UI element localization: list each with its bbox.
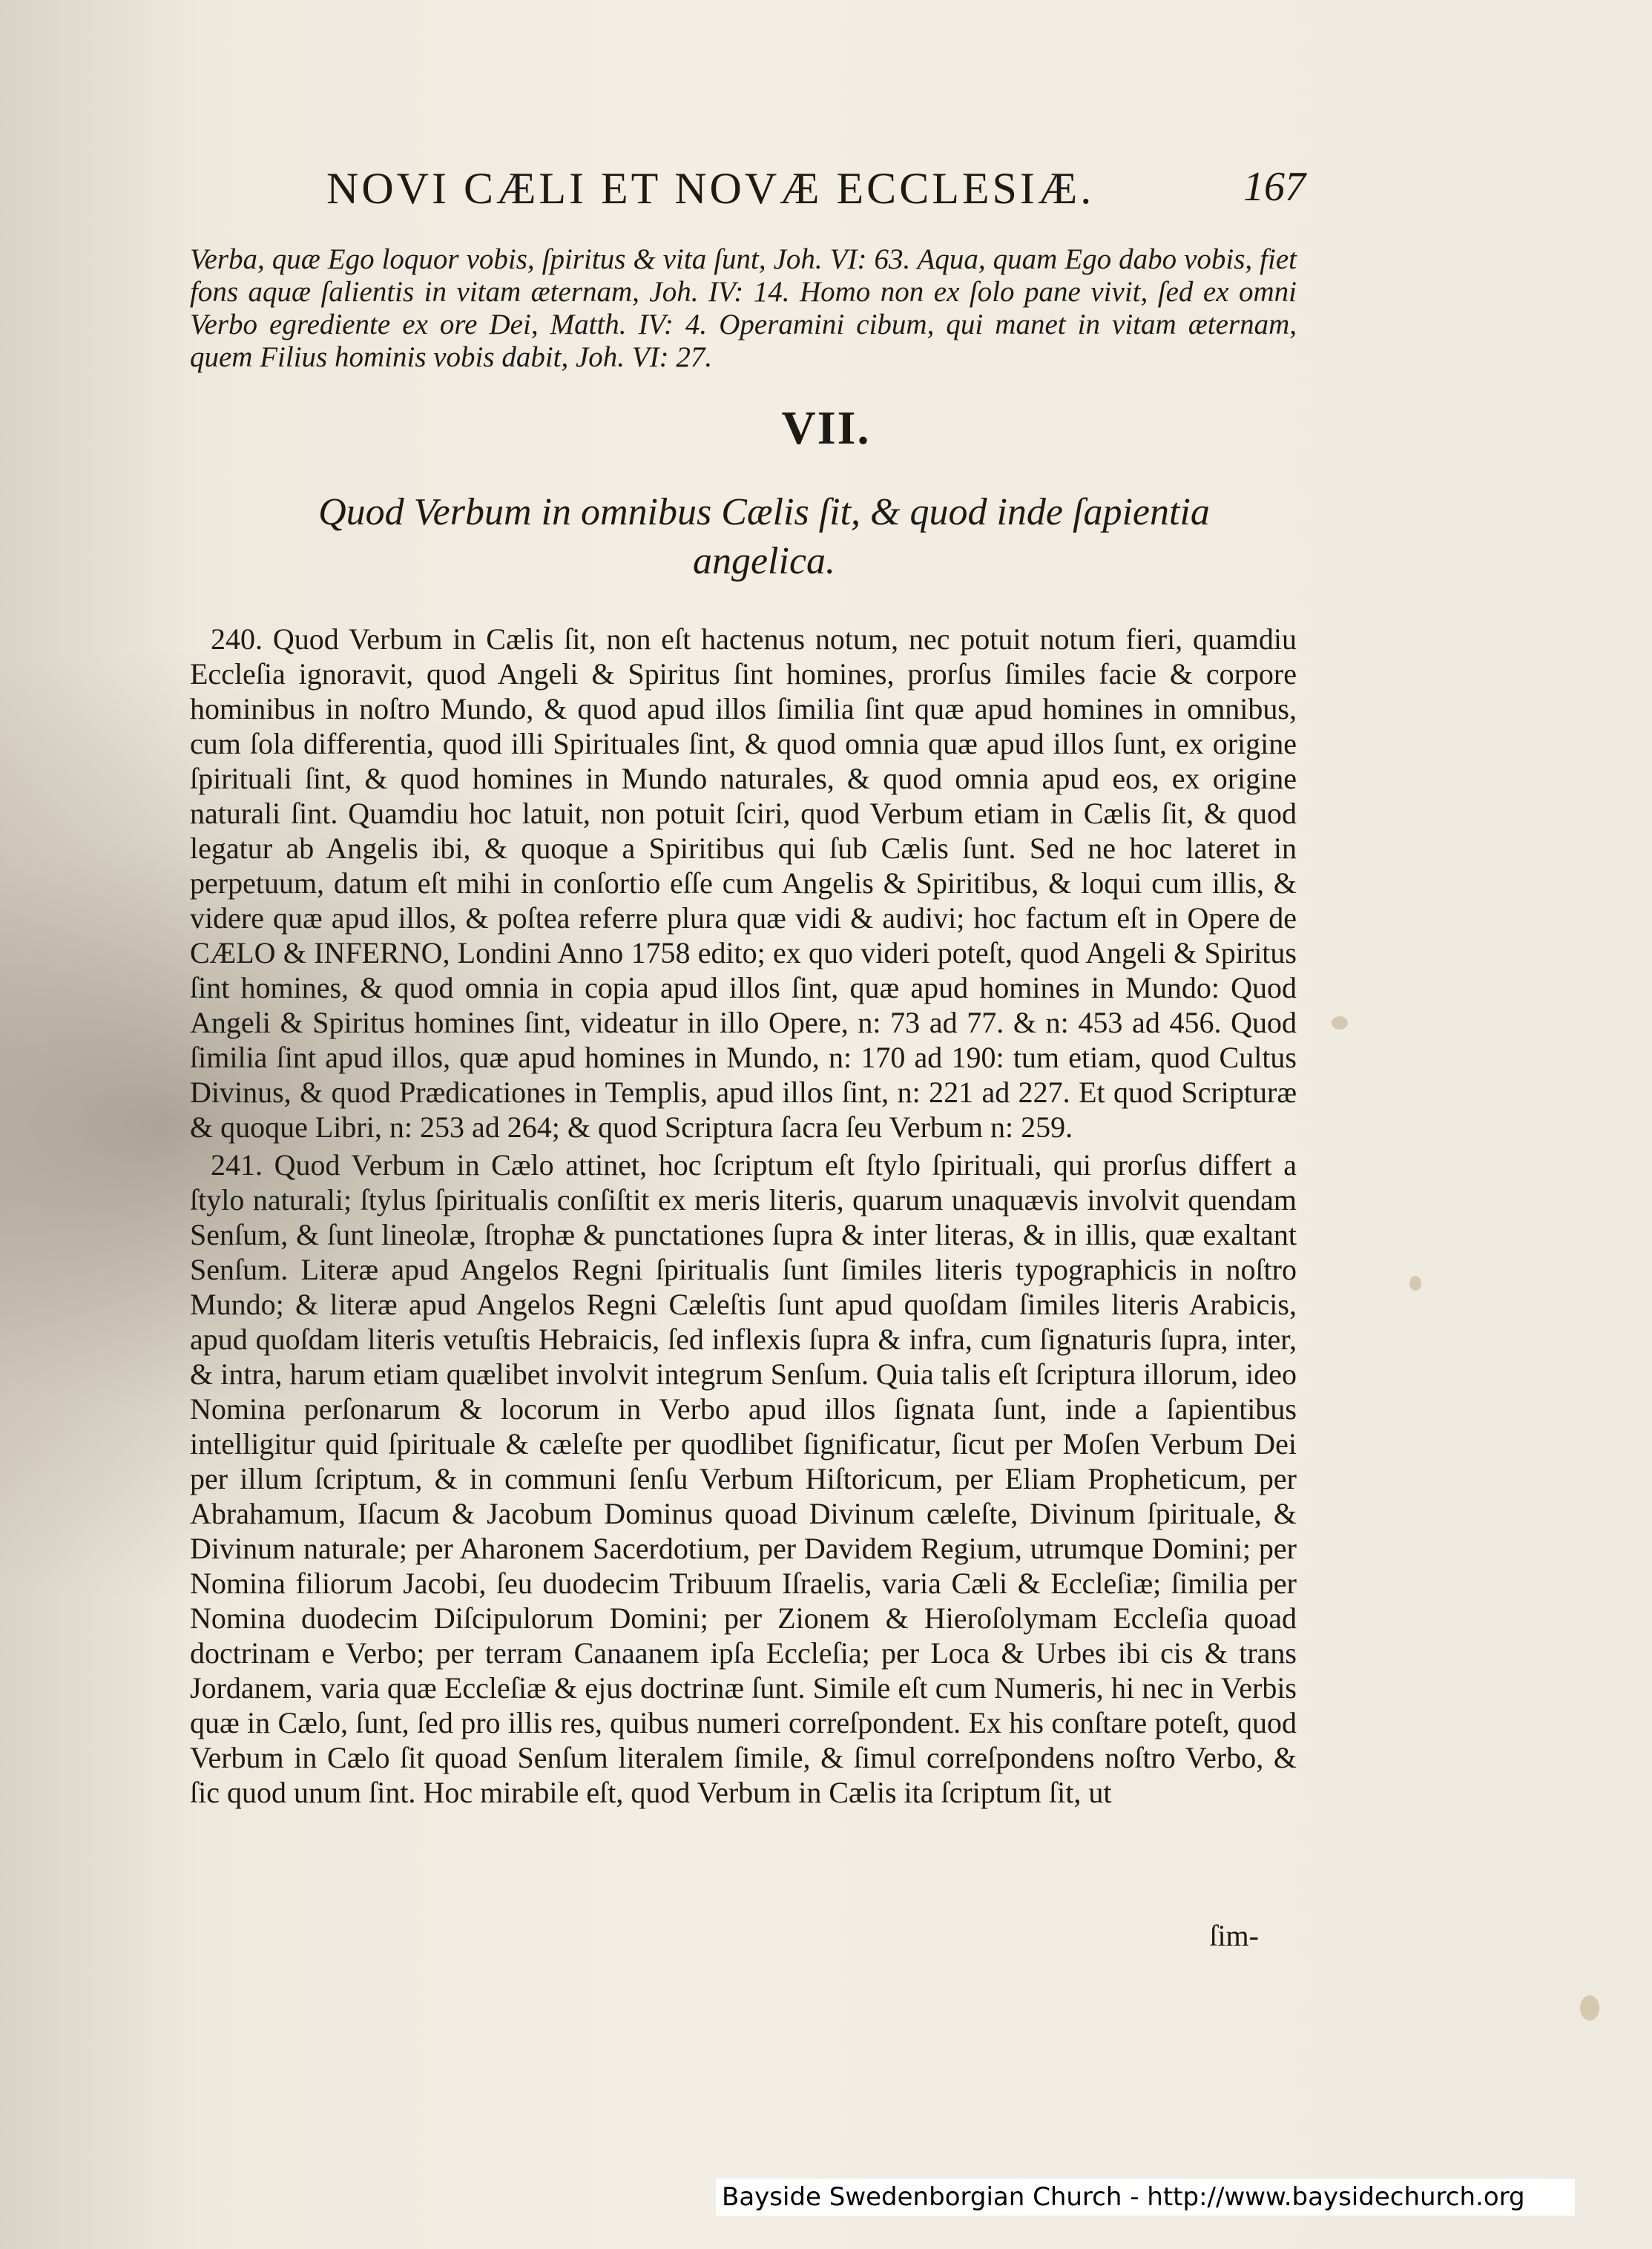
scripture-quote: Verba, quæ Ego loquor vobis, ſpiritus & vita ſunt, Joh. VI: 63. Aqua, quam Ego dabo vobis, fiet fons aquæ ſalientis in vitam æternam, Joh. IV: 14. Homo non ex ſolo pane vivit, ſed ex omni Verbo egrediente ex ore Dei, Matth. IV: 4. Operamini cibum, qui manet in vitam æternam, quem Filius hominis vobis dabit, Joh. VI: 27. xyxy=(190,243,1297,373)
paper-stain xyxy=(1580,1995,1599,2021)
paper-stain xyxy=(1409,1276,1421,1291)
page-header xyxy=(326,163,1306,223)
body-text xyxy=(190,622,1297,1813)
running-title: NOVI CÆLI ET NOVÆ ECCLESIÆ. xyxy=(326,164,1095,213)
watermark-footer: Bayside Swedenborgian Church - http://www.baysidechurch.org xyxy=(716,2179,1575,2216)
chapter-number: VII. xyxy=(781,401,871,454)
paper-stain xyxy=(1332,1016,1348,1030)
paragraph-240: 240. Quod Verbum in Cælis ſit, non eſt hactenus notum, nec potuit notum fieri, quamdiu Eccleſia ignoravit, quod Angeli & Spiritus ſint homines, prorſus ſimiles facie & corpore hominibus in noſtro Mundo, & quod apud illos ſimilia ſint quæ apud homines in omnibus, cum ſola differentia, quod illi Spirituales ſint, & quod omnia quæ apud illos ſunt, ex origine ſpirituali ſint, & quod homines in Mundo naturales, & quod omnia apud eos, ex origine naturali ſint. Quamdiu hoc latuit, non potuit ſciri, quod Verbum etiam in Cælis ſit, & quod legatur ab Angelis ibi, & quoque a Spiritibus qui ſub Cælis ſunt. Sed ne hoc lateret in perpetuum, datum eſt mihi in conſortio eſſe cum Angelis & Spiritibus, & loqui cum illis, & videre quæ apud illos, & poſtea referre plura quæ vidi & audivi; hoc factum eſt in Opere de CÆLO & INFERNO, Londini Anno 1758 edito; ex quo videri poteſt, quod Angeli & Spiritus ſint homines, & quod omnia in copia apud illos ſint, quæ apud homines in Mundo: Quod Angeli & Spiritus homines ſint, videatur in illo Opere, n: 73 ad 77. & n: 453 ad 456. Quod ſimilia ſint apud illos, quæ apud homines in Mundo, n: 170 ad 190: tum etiam, quod Cultus Divinus, & quod Prædicationes in Templis, apud illos ſint, n: 221 ad 227. Et quod Scripturæ & quoque Libri, n: 253 ad 264; & quod Scriptura ſacra ſeu Verbum n: 259. xyxy=(190,622,1297,1144)
catchword: ſim- xyxy=(1209,1919,1259,1952)
page-number: 167 xyxy=(1243,164,1306,210)
chapter-title: Quod Verbum in omnibus Cælis ſit, & quod inde ſapientia angelica. xyxy=(318,491,1210,582)
paragraph-241: 241. Quod Verbum in Cælo attinet, hoc ſcriptum eſt ſtylo ſpirituali, qui prorſus differt a ſtylo naturali; ſtylus ſpiritualis conſiſtit ex meris literis, quarum unaquævis involvit quendam Senſum, & ſunt lineolæ, ſtrophæ & punctationes ſupra & inter literas, & in illis, quæ exaltant Senſum. Literæ apud Angelos Regni ſpiritualis ſunt ſimiles literis typographicis in noſtro Mundo; & literæ apud Angelos Regni Cæleſtis ſunt apud quoſdam ſimiles literis Arabicis, apud quoſdam literis vetuſtis Hebraicis, ſed inflexis ſupra & infra, cum ſignaturis ſupra, inter, & intra, harum etiam quælibet involvit integrum Senſum. Quia talis eſt ſcriptura illorum, ideo Nomina perſonarum & locorum in Verbo apud illos ſignata ſunt, inde a ſapientibus intelligitur quid ſpirituale & cæleſte per quodlibet ſignificatur, ſicut per Moſen Verbum Dei per illum ſcriptum, & in communi ſenſu Verbum Hiſtoricum, per Eliam Propheticum, per Abrahamum, Iſacum & Jacobum Dominus quoad Divinum cæleſte, Divinum ſpirituale, & Divinum naturale; per Aharonem Sacerdotium, per Davidem Regium, utrumque Domini; per Nomina filiorum Jacobi, ſeu duodecim Tribuum Iſraelis, varia Cæli & Eccleſiæ; ſimilia per Nomina duodecim Diſcipulorum Domini; per Zionem & Hieroſolymam Eccleſia quoad doctrinam e Verbo; per terram Canaanem ipſa Eccleſia; per Loca & Urbes ibi cis & trans Jordanem, varia quæ Eccleſiæ & ejus doctrinæ ſunt. Simile eſt cum Numeris, hi nec in Verbis quæ in Cælo, ſunt, ſed pro illis res, quibus numeri correſpondent. Ex his conſtare poteſt, quod Verbum in Cælo ſit quoad Senſum literalem ſimile, & ſimul correſpondens noſtro Verbo, & ſic quod unum ſint. Hoc mirabile eſt, quod Verbum in Cælis ita ſcriptum ſit, ut xyxy=(190,1148,1297,1809)
